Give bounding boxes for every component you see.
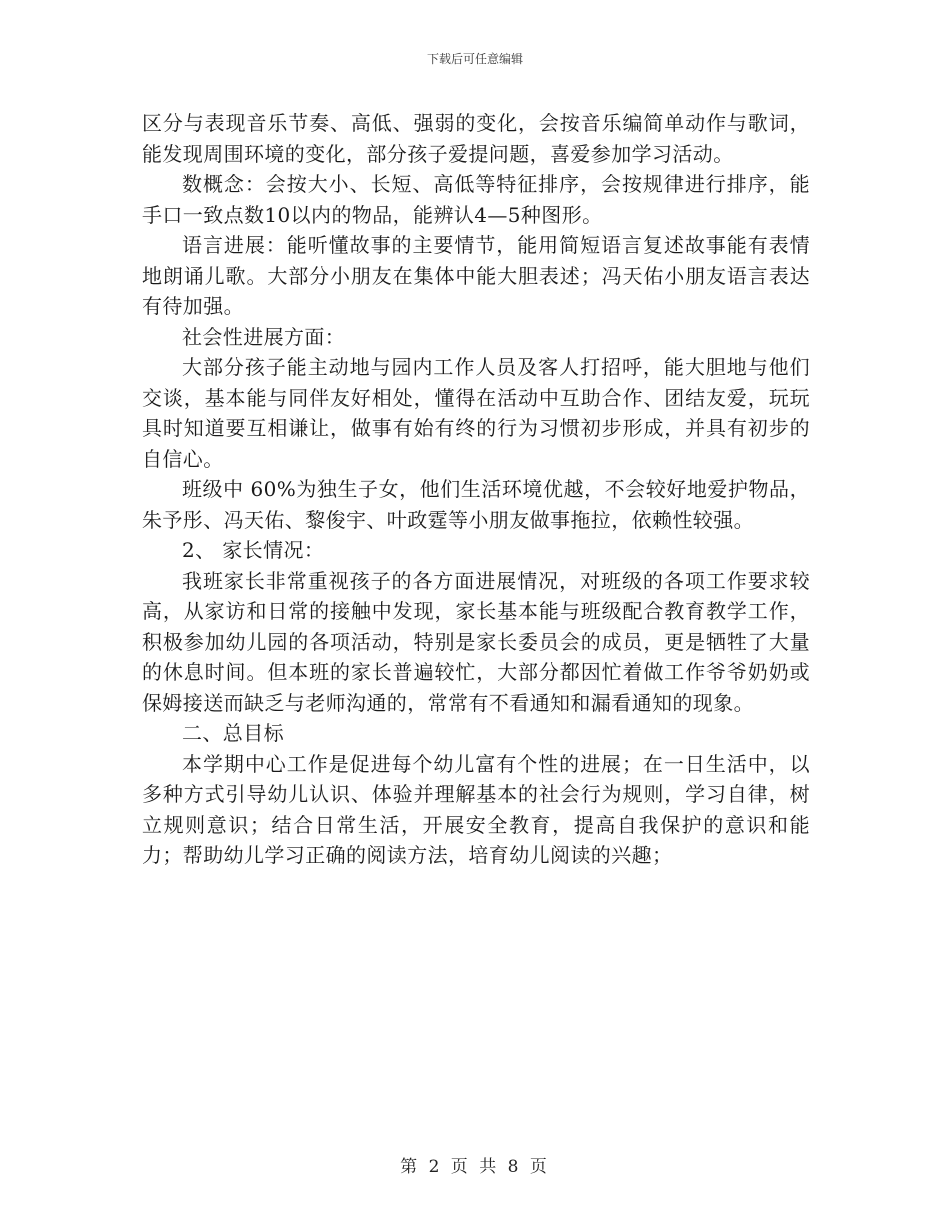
header-note: 下载后可任意编辑 — [426, 52, 523, 66]
paragraph: 大部分孩子能主动地与园内工作人员及客人打招呼，能大胆地与他们交谈，基本能与同伴友好相处，懂得在活动中互助合作、团结友爱，玩玩具时知道要互相谦让，做事有始有终的行为习惯初步形成，并具有初步的自信心。 — [142, 355, 810, 471]
paragraph: 区分与表现音乐节奏、高低、强弱的变化，会按音乐编简单动作与歌词，能发现周围环境的变化，部分孩子爱提问题，喜爱参加学习活动。 — [142, 111, 810, 166]
paragraph: 班级中 60%为独生子女，他们生活环境优越，不会较好地爱护物品，朱予彤、冯天佑、黎俊宇、叶政霆等小朋友做事拖拉，依赖性较强。 — [142, 477, 810, 532]
paragraph: 二、总目标 — [182, 721, 284, 745]
paragraph: 2、 家长情况： — [182, 538, 325, 562]
paragraph: 我班家长非常重视孩子的各方面进展情况，对班级的各项工作要求较高，从家访和日常的接触中发现，家长基本能与班级配合教育教学工作，积极参加幼儿园的各项活动，特别是家长委员会的成员，更是牺牲了大量的休息时间。但本班的家长普遍较忙，大部分都因忙着做工作爷爷奶奶或保姆接送而缺乏与老师沟通的，常常有不看通知和漏看通知的现象。 — [142, 568, 810, 715]
paragraph: 语言进展：能听懂故事的主要情节，能用简短语言复述故事能有表情地朗诵儿歌。大部分小朋友在集体中能大胆表述；冯天佑小朋友语言表达有待加强。 — [142, 233, 810, 318]
paragraph: 数概念：会按大小、长短、高低等特征排序，会按规律进行排序，能手口一致点数10以内的物品，能辨认4—5种图形。 — [142, 172, 810, 227]
paragraph: 社会性进展方面： — [182, 324, 346, 349]
page-number-footer: 第 2 页 共 8 页 — [400, 1157, 550, 1177]
paragraph: 本学期中心工作是促进每个幼儿富有个性的进展；在一日生活中，以多种方式引导幼儿认识、体验并理解基本的社会行为规则，学习自律，树立规则意识；结合日常生活，开展安全教育，提高自我保护的意识和能力；帮助幼儿学习正确的阅读方法，培育幼儿阅读的兴趣； — [142, 751, 810, 867]
document-body — [142, 108, 810, 871]
